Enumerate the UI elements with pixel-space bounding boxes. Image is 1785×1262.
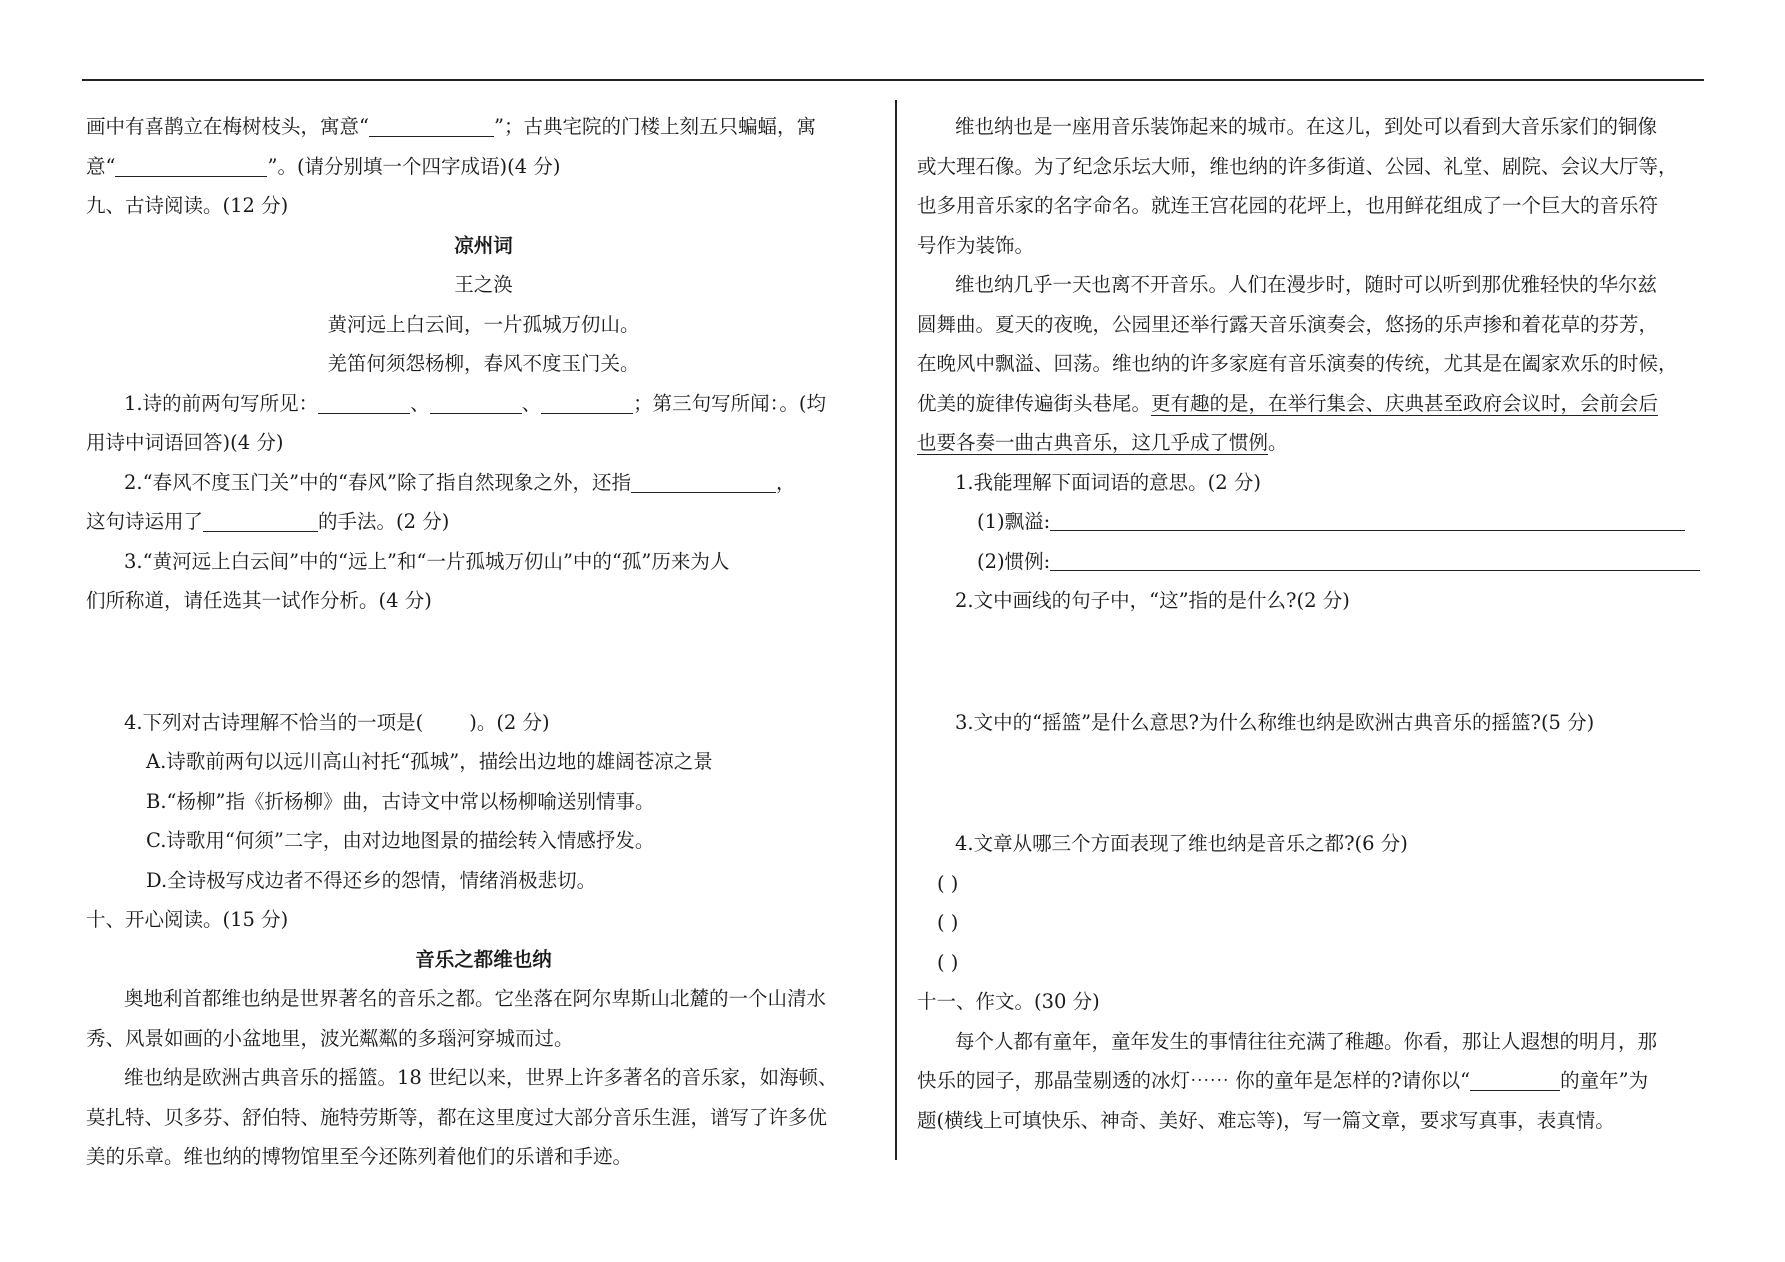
answer-paren-2[interactable]: ( )	[937, 911, 959, 934]
answer-blank[interactable]	[430, 391, 522, 414]
answer-blank[interactable]	[1470, 1068, 1560, 1091]
section-9-heading: 九、古诗阅读。(12 分)	[86, 194, 289, 217]
q9-3-line-2: 们所称道，请任选其一试作分析。(4 分)	[86, 589, 432, 612]
q8-line-2: 意“ ”。(请分别填一个四字成语)(4 分)	[86, 154, 561, 178]
left-column	[86, 107, 881, 1177]
para-4-line-2: 圆舞曲。夏天的夜晚，公园里还举行露天音乐演奏会，悠扬的乐声掺和着花草的芬芳，	[917, 312, 1659, 336]
q9-2-line-2: 这句诗运用了 的手法。(2 分)	[86, 510, 450, 533]
underlined-sentence: 更有趣的是，在举行集会、庆典甚至政府会议时，会前会后	[1151, 391, 1659, 415]
poem-title: 凉州词	[454, 233, 513, 257]
answer-line[interactable]	[1050, 510, 1685, 531]
section-11-heading: 十一、作文。(30 分)	[917, 990, 1100, 1013]
article-title: 音乐之都维也纳	[415, 947, 552, 971]
answer-space[interactable]	[917, 621, 1707, 703]
q8-line-1: 画中有喜鹊立在梅树枝头，寓意“ ”；古典宅院的门楼上刻五只蝙蝠，寓	[86, 115, 816, 138]
para-1-line-1: 奥地利首都维也纳是世界著名的音乐之都。它坐落在阿尔卑斯山北麓的一个山清水	[124, 987, 827, 1010]
poem-line-1: 黄河远上白云间，一片孤城万仞山。	[327, 312, 640, 336]
option-a: A.诗歌前两句以远川高山衬托“孤城”，描绘出边地的雄阔苍凉之景	[146, 750, 713, 773]
top-rule	[82, 79, 1704, 81]
answer-blank[interactable]	[318, 391, 410, 414]
right-column	[917, 107, 1707, 1140]
answer-paren-3[interactable]: ( )	[937, 950, 959, 974]
answer-blank[interactable]	[203, 509, 318, 532]
para-2-line-3: 美的乐章。维也纳的博物馆里至今还陈列着他们的乐谱和手迹。	[86, 1145, 633, 1168]
q9-1-line-1: 1.诗的前两句写所见： 、 、 ；第三句写所闻：。(均	[124, 391, 826, 415]
para-3-line-4: 号作为装饰。	[917, 233, 1035, 257]
section-10-heading: 十、开心阅读。(15 分)	[86, 908, 289, 931]
rq-1-word-2: (2)惯例:	[917, 542, 1707, 582]
composition-line-3: 题(横线上可填快乐、神奇、美好、难忘等)，写一篇文章，要求写真事，表真情。	[917, 1108, 1615, 1132]
poem-line-2: 羌笛何须怨杨柳，春风不度玉门关。	[327, 352, 640, 375]
para-4-line-3: 在晚风中飘溢、回荡。维也纳的许多家庭有音乐演奏的传统，尤其是在阖家欢乐的时候，	[917, 352, 1678, 375]
answer-blank[interactable]	[631, 470, 776, 493]
answer-line[interactable]	[1050, 550, 1700, 571]
para-4-line-4: 优美的旋律传遍街头巷尾。更有趣的是，在举行集会、庆典甚至政府会议时，会前会后	[917, 391, 1659, 415]
para-3-line-1: 维也纳也是一座用音乐装饰起来的城市。在这儿，到处可以看到大音乐家们的铜像	[955, 115, 1658, 138]
answer-space[interactable]	[86, 621, 881, 703]
poem-author: 王之涣	[454, 273, 513, 296]
answer-blank[interactable]	[541, 391, 633, 414]
para-2-line-1: 维也纳是欧洲古典音乐的摇篮。18 世纪以来，世界上许多著名的音乐家，如海顿、	[124, 1066, 838, 1089]
q9-3-line-1: 3.“黄河远上白云间”中的“远上”和“一片孤城万仞山”中的“孤”历来为人	[124, 549, 730, 573]
option-b: B.“杨柳”指《折杨柳》曲，古诗文中常以杨柳喻送别情事。	[146, 789, 655, 813]
q9-2-line-1: 2.“春风不度玉门关”中的“春风”除了指自然现象之外，还指 ，	[124, 470, 796, 494]
q9-1-line-2: 用诗中词语回答)(4 分)	[86, 431, 284, 454]
composition-line-1: 每个人都有童年，童年发生的事情往往充满了稚趣。你看，那让人遐想的明月，那	[955, 1029, 1658, 1053]
rq-1-word-1: (1)飘溢:	[917, 502, 1707, 542]
rq-4: 4.文章从哪三个方面表现了维也纳是音乐之都?(6 分)	[955, 832, 1408, 855]
column-divider	[895, 100, 897, 1160]
rq-3: 3.文中的“摇篮”是什么意思?为什么称维也纳是欧洲古典音乐的摇篮?(5 分)	[955, 710, 1595, 734]
answer-paren-1[interactable]: ( )	[937, 871, 959, 895]
answer-blank[interactable]	[115, 154, 267, 177]
para-4-line-5: 也要各奏一曲古典音乐，这几乎成了惯例。	[917, 431, 1288, 454]
rq-1: 1.我能理解下面词语的意思。(2 分)	[955, 470, 1261, 494]
option-d: D.全诗极写戍边者不得还乡的怨情，情绪消极悲切。	[146, 868, 597, 892]
q9-4: 4.下列对古诗理解不恰当的一项是( )。(2 分)	[124, 710, 550, 734]
para-3-line-2: 或大理石像。为了纪念乐坛大师，维也纳的许多街道、公园、礼堂、剧院、会议大厅等，	[917, 154, 1678, 178]
answer-blank[interactable]	[369, 114, 494, 137]
option-c: C.诗歌用“何须”二字，由对边地图景的描绘转入情感抒发。	[146, 829, 655, 852]
para-1-line-2: 秀、风景如画的小盆地里，波光粼粼的多瑙河穿城而过。	[86, 1026, 574, 1050]
rq-2: 2.文中画线的句子中，“这”指的是什么?(2 分)	[955, 589, 1350, 612]
para-4-line-1: 维也纳几乎一天也离不开音乐。人们在漫步时，随时可以听到那优雅轻快的华尔兹	[955, 273, 1658, 296]
underlined-sentence: 也要各奏一曲古典音乐，这几乎成了惯例	[917, 431, 1269, 454]
para-3-line-3: 也多用音乐家的名字命名。就连王宫花园的花坪上，也用鲜花组成了一个巨大的音乐符	[917, 194, 1659, 217]
para-2-line-2: 莫扎特、贝多芬、舒伯特、施特劳斯等，都在这里度过大部分音乐生涯，谱写了许多优	[86, 1105, 828, 1129]
answer-space[interactable]	[917, 742, 1707, 824]
composition-line-2: 快乐的园子，那晶莹剔透的冰灯⋯⋯ 你的童年是怎样的?请你以“ 的童年”为	[917, 1069, 1649, 1092]
